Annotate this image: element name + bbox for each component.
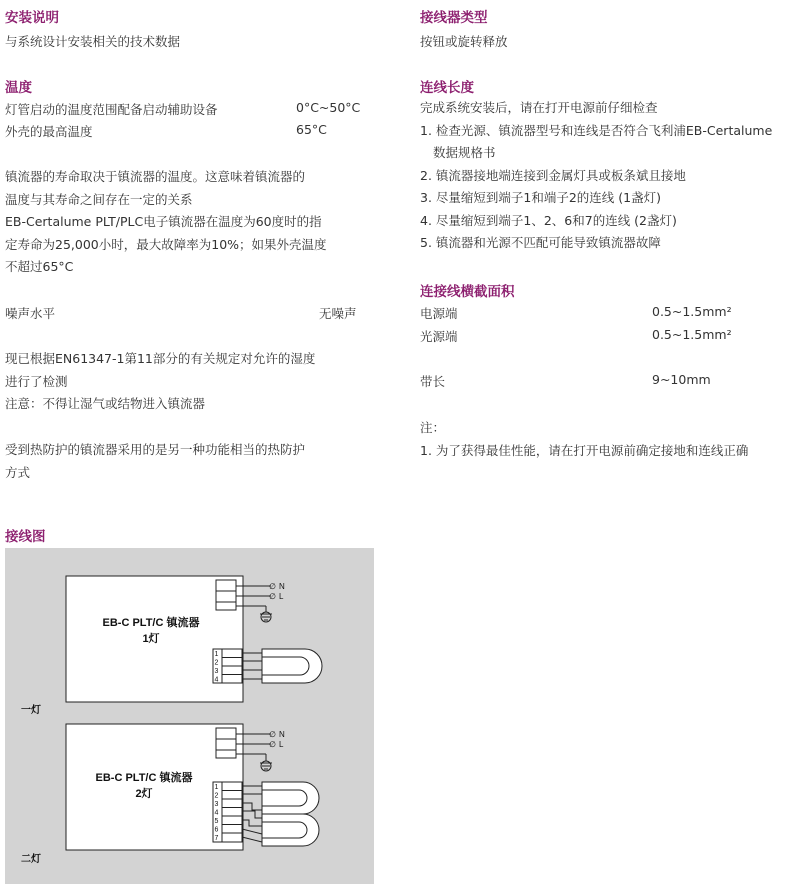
noise-label: 噪声水平: [5, 306, 56, 321]
mains-n-label: N: [279, 582, 285, 591]
length-heading: 连线长度: [420, 80, 474, 96]
lifetime-line: 温度与其寿命之间存在一定的关系: [5, 191, 193, 207]
humidity-line: 注意：不得让湿气或结物进入镇流器: [5, 396, 206, 411]
terminal-number: 3: [214, 801, 219, 808]
thermal-line: 受到热防护的镇流器采用的是另一种功能相当的热防护: [5, 442, 306, 457]
lifetime-line: 镇流器的寿命取决于镇流器的温度。这意味着镇流器的: [5, 169, 306, 184]
terminal-number: 1: [214, 784, 219, 791]
mains-l-label: L: [279, 740, 284, 749]
terminal-number: 5: [214, 818, 219, 825]
lamp-2-wires: [242, 786, 262, 842]
length-line: 4. 尽量缩短到端子1、2、6和7的连线 (2盏灯): [420, 212, 677, 228]
strip-length-value: 9~10mm: [652, 372, 711, 387]
temperature-heading: 温度: [5, 80, 32, 96]
ground-icon: [260, 761, 272, 771]
connector-heading: 接线器类型: [420, 10, 488, 26]
ballast-1-title: EB-C PLT/C 镇流器: [102, 617, 200, 629]
lamp-2a-icon: [262, 782, 319, 814]
thermal-line: 方式: [5, 464, 31, 480]
terminal-number: 3: [214, 668, 219, 675]
humidity-paragraph: [5, 348, 315, 416]
wiring-diagram-heading: 接线图: [5, 529, 46, 545]
humidity-line: 进行了检测: [5, 373, 68, 389]
length-line: 完成系统安装后，请在打开电源前仔细检查: [420, 100, 658, 115]
wiring-diagram-svg: [5, 548, 374, 884]
mains-terminal-block-2: [216, 728, 285, 761]
length-list: [420, 97, 772, 255]
max-temp-value: 65°C: [296, 122, 327, 137]
note-heading: 注：: [420, 420, 446, 435]
strip-length-label: 带长: [420, 374, 446, 389]
noise-value: 无噪声: [319, 306, 357, 321]
mains-l-symbol: ∅: [269, 740, 276, 749]
mains-n-symbol: ∅: [269, 730, 276, 739]
install-heading: 安装说明: [5, 10, 59, 26]
lamp-1-icon: [242, 649, 322, 683]
mains-n-symbol: ∅: [269, 582, 276, 591]
temp-range-label: 灯管启动的温度范围配备启动辅助设备: [5, 102, 218, 117]
mains-n-label: N: [279, 730, 285, 739]
mains-side-label: 电源端: [420, 306, 458, 321]
lifetime-paragraph: [5, 166, 327, 279]
terminal-number: 6: [214, 826, 219, 834]
lifetime-line: EB-Certalume PLT/PLC电子镇流器在温度为60度时的指: [5, 214, 322, 229]
max-temp-label: 外壳的最高温度: [5, 124, 93, 139]
terminal-number: 4: [214, 676, 219, 684]
lamp-2b-icon: [262, 814, 319, 846]
lifetime-line: 不超过65°C: [5, 259, 74, 274]
one-lamp-label: 一灯: [21, 705, 41, 716]
mains-l-label: L: [279, 592, 284, 601]
install-text: 与系统设计安装相关的技术数据: [5, 34, 181, 49]
lamp-terminal-block-2: [213, 782, 242, 842]
lamp-side-label: 光源端: [420, 329, 458, 344]
ballast-1-subtitle: 1灯: [142, 633, 160, 645]
lamp-side-value: 0.5~1.5mm²: [652, 327, 732, 342]
terminal-number: 7: [214, 835, 219, 842]
note-text: 1. 为了获得最佳性能，请在打开电源前确定接地和连线正确: [420, 443, 749, 458]
length-line: 5. 镇流器和光源不匹配可能导致镇流器故障: [420, 235, 661, 250]
terminal-number: 1: [214, 651, 219, 658]
thermal-paragraph: [5, 439, 305, 484]
terminal-number: 2: [214, 659, 219, 667]
lamp-terminal-block-1: [213, 649, 242, 684]
humidity-line: 现已根据EN61347-1第11部分的有关规定对允许的湿度: [5, 351, 316, 366]
terminal-number: 4: [214, 809, 219, 817]
length-line: 1. 检查光源、镇流器型号和连线是否符合飞利浦EB-Certalume: [420, 122, 773, 138]
ground-icon: [260, 612, 272, 622]
wiring-diagram: [5, 548, 374, 884]
mains-l-symbol: ∅: [269, 592, 276, 601]
cross-section-heading: 连接线横截面积: [420, 284, 515, 300]
connector-text: 按钮或旋转释放: [420, 34, 508, 49]
mains-terminal-block-1: [216, 580, 285, 612]
terminal-number: 2: [214, 792, 219, 800]
ballast-2-title: EB-C PLT/C 镇流器: [95, 772, 193, 784]
length-line: 3. 尽量缩短到端子1和端子2的连线 (1盏灯): [420, 190, 661, 205]
lifetime-line: 定寿命为25,000小时，最大故障率为10%；如果外壳温度: [5, 236, 327, 252]
length-line: 2. 镇流器接地端连接到金属灯具或板条斌且接地: [420, 167, 686, 183]
ballast-2-subtitle: 2灯: [135, 788, 153, 800]
two-lamp-label: 二灯: [21, 854, 41, 865]
mains-side-value: 0.5~1.5mm²: [652, 304, 732, 319]
length-line: 数据规格书: [433, 145, 496, 160]
temp-range-value: 0°C~50°C: [296, 100, 361, 115]
